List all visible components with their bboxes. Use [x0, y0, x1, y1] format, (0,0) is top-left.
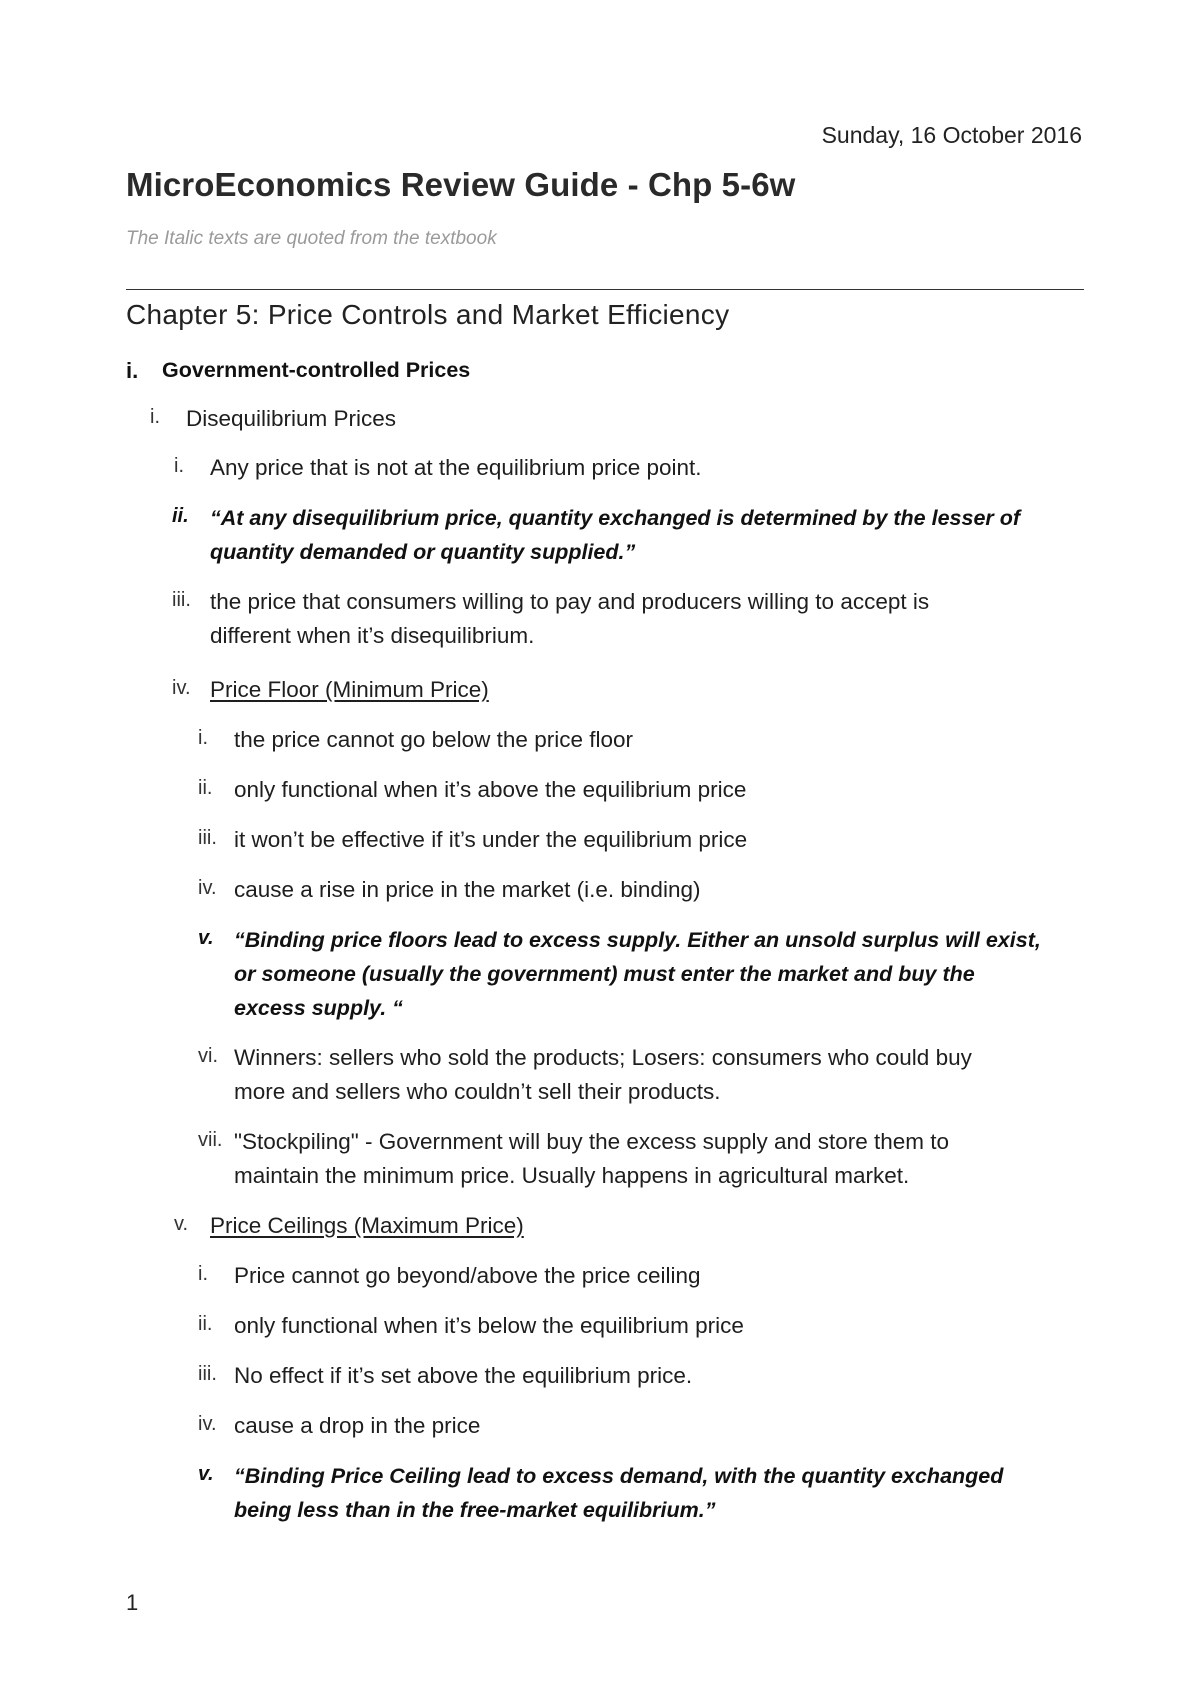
- topic-heading: Disequilibrium Prices: [186, 406, 397, 431]
- title-divider: [126, 289, 1084, 290]
- list-marker: iii.: [198, 1363, 217, 1385]
- list-item: different when it’s disequilibrium.: [210, 623, 535, 648]
- list-marker: vi.: [198, 1045, 218, 1067]
- textbook-quote: “Binding price floors lead to excess supply. Either an unsold surplus will exist,: [234, 928, 1041, 952]
- textbook-quote: “Binding Price Ceiling lead to excess demand, with the quantity exchanged: [234, 1464, 1004, 1488]
- list-item: the price cannot go below the price floor: [234, 727, 633, 752]
- textbook-quote: excess supply. “: [234, 996, 403, 1020]
- list-marker: i.: [150, 406, 160, 428]
- subtopic-heading-price-floor: Price Floor (Minimum Price): [210, 677, 489, 702]
- list-marker: i.: [198, 1263, 208, 1285]
- list-item: No effect if it’s set above the equilibrium price.: [234, 1363, 693, 1388]
- list-item: Price cannot go beyond/above the price ceiling: [234, 1263, 701, 1288]
- list-marker: iii.: [198, 827, 217, 849]
- document-subtitle: The Italic texts are quoted from the textbook: [126, 228, 497, 249]
- list-item: only functional when it’s below the equilibrium price: [234, 1313, 744, 1338]
- document-date: Sunday, 16 October 2016: [821, 122, 1082, 148]
- list-item: cause a drop in the price: [234, 1413, 481, 1438]
- textbook-quote: being less than in the free-market equilibrium.”: [234, 1498, 716, 1522]
- list-marker: ii.: [198, 777, 213, 799]
- list-item: "Stockpiling" - Government will buy the excess supply and store them to: [234, 1129, 950, 1154]
- list-item: it won’t be effective if it’s under the equilibrium price: [234, 827, 748, 852]
- list-marker: iv.: [172, 677, 191, 699]
- list-item: more and sellers who couldn’t sell their products.: [234, 1079, 721, 1104]
- list-marker: i.: [198, 727, 208, 749]
- textbook-quote: or someone (usually the government) must enter the market and buy the: [234, 962, 975, 986]
- list-marker: v.: [174, 1213, 189, 1235]
- list-item: the price that consumers willing to pay and producers willing to accept is: [210, 589, 930, 614]
- list-item: only functional when it’s above the equilibrium price: [234, 777, 747, 802]
- list-marker: iii.: [172, 589, 191, 611]
- list-marker: v.: [198, 1463, 214, 1485]
- textbook-quote: quantity demanded or quantity supplied.”: [210, 540, 636, 564]
- list-item: Any price that is not at the equilibrium price point.: [210, 455, 702, 480]
- document-title: MicroEconomics Review Guide - Chp 5-6w: [126, 166, 796, 203]
- list-marker: v.: [198, 927, 214, 949]
- list-marker: i.: [174, 455, 184, 477]
- page-number: 1: [126, 1590, 139, 1615]
- section-heading: Government-controlled Prices: [162, 358, 471, 382]
- textbook-quote: “At any disequilibrium price, quantity exchanged is determined by the lesser of: [210, 506, 1021, 530]
- list-marker: iv.: [198, 1413, 217, 1435]
- list-marker: i.: [126, 358, 139, 383]
- list-marker: iv.: [198, 877, 217, 899]
- subtopic-heading-price-ceiling: Price Ceilings (Maximum Price): [210, 1213, 524, 1238]
- list-marker: ii.: [198, 1313, 213, 1335]
- list-marker: vii.: [198, 1129, 223, 1151]
- list-item: maintain the minimum price. Usually happens in agricultural market.: [234, 1163, 910, 1188]
- list-item: cause a rise in price in the market (i.e. binding): [234, 877, 701, 902]
- list-marker: ii.: [172, 505, 189, 527]
- list-item: Winners: sellers who sold the products; Losers: consumers who could buy: [234, 1045, 972, 1070]
- chapter-heading: Chapter 5: Price Controls and Market Efficiency: [126, 299, 730, 330]
